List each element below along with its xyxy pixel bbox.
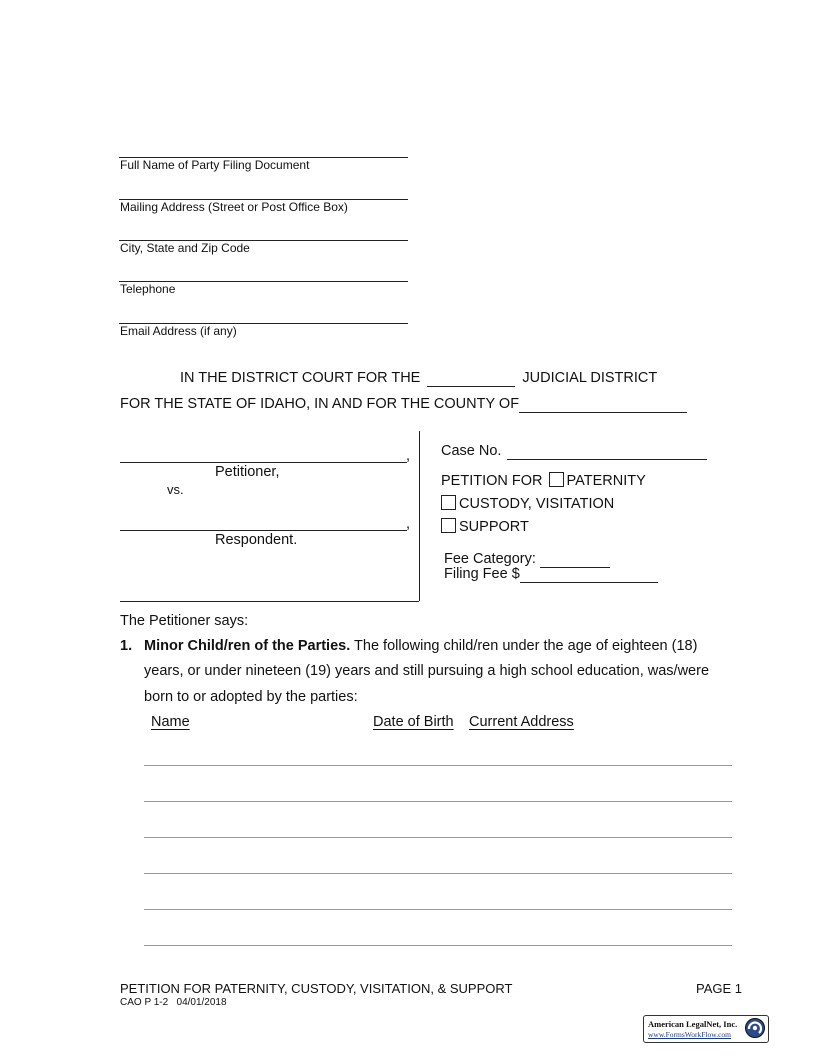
custody-visitation-checkbox[interactable] bbox=[441, 495, 456, 510]
caption-bottom-rule bbox=[120, 601, 419, 602]
support-row bbox=[441, 518, 529, 535]
column-header-dob: Date of Birth bbox=[373, 714, 454, 730]
versus-label: vs. bbox=[167, 482, 184, 497]
county-label: FOR THE STATE OF IDAHO, IN AND FOR THE COUNTY OF bbox=[120, 396, 520, 412]
case-number-label: Case No. bbox=[441, 443, 502, 459]
support-label: SUPPORT bbox=[459, 519, 529, 535]
item-1-number: 1. bbox=[120, 638, 133, 654]
child-entry-line[interactable] bbox=[144, 837, 732, 838]
child-entry-line[interactable] bbox=[144, 801, 732, 802]
county-blank[interactable] bbox=[519, 396, 687, 413]
telephone-label: Telephone bbox=[120, 282, 176, 296]
child-entry-line[interactable] bbox=[144, 765, 732, 766]
child-entry-line[interactable] bbox=[144, 873, 732, 874]
logo-company-name: American LegalNet, Inc. bbox=[648, 1019, 738, 1029]
court-heading-prefix: IN THE DISTRICT COURT FOR THE bbox=[180, 370, 421, 386]
petition-for-label: PETITION FOR bbox=[441, 473, 543, 489]
case-number-row bbox=[441, 443, 707, 460]
filing-fee-blank[interactable] bbox=[520, 566, 658, 583]
paternity-label: PATERNITY bbox=[566, 473, 646, 489]
mailing-address-label: Mailing Address (Street or Post Office Box) bbox=[120, 200, 348, 214]
support-checkbox[interactable] bbox=[441, 518, 456, 533]
logo-website: www.FormsWorkFlow.com bbox=[648, 1030, 732, 1039]
case-number-blank[interactable] bbox=[507, 443, 707, 460]
petitioner-comma: , bbox=[406, 448, 411, 464]
filing-fee-label: Filing Fee $ bbox=[444, 566, 520, 582]
judicial-district-blank[interactable] bbox=[427, 370, 515, 387]
item-1-heading: Minor Child/ren of the Parties. bbox=[144, 638, 351, 654]
american-legalnet-logo bbox=[643, 1015, 769, 1043]
petitioner-says: The Petitioner says: bbox=[120, 613, 249, 629]
item-1-line-b: years, or under nineteen (19) years and still pursuing a high school education, was/were bbox=[144, 663, 710, 679]
footer-form-code: CAO P 1-2 04/01/2018 bbox=[120, 997, 227, 1008]
court-heading-line2 bbox=[120, 396, 687, 413]
court-heading-suffix: JUDICIAL DISTRICT bbox=[522, 370, 658, 386]
column-header-name: Name bbox=[151, 714, 190, 730]
item-1-line-a bbox=[144, 638, 744, 654]
filing-fee-row bbox=[444, 566, 658, 583]
respondent-name-line[interactable] bbox=[120, 530, 407, 531]
custody-visitation-label: CUSTODY, VISITATION bbox=[459, 496, 615, 512]
petition-for-row bbox=[441, 472, 646, 489]
child-entry-line[interactable] bbox=[144, 909, 732, 910]
paternity-checkbox[interactable] bbox=[549, 472, 564, 487]
petitioner-label: Petitioner, bbox=[215, 464, 280, 480]
footer-form-title: PETITION FOR PATERNITY, CUSTODY, VISITATION, & SUPPORT bbox=[120, 981, 513, 996]
full-name-label: Full Name of Party Filing Document bbox=[120, 158, 310, 172]
caption-divider bbox=[419, 431, 420, 601]
city-state-zip-label: City, State and Zip Code bbox=[120, 241, 250, 255]
child-entry-line[interactable] bbox=[144, 945, 732, 946]
custody-row bbox=[441, 495, 614, 512]
column-header-address: Current Address bbox=[469, 714, 574, 730]
item-1-text-a: The following child/ren under the age of eighteen (18) bbox=[354, 638, 698, 654]
item-1-line-c: born to or adopted by the parties: bbox=[144, 689, 358, 705]
footer-page-number: PAGE 1 bbox=[696, 981, 743, 996]
logo-swirl-icon bbox=[744, 1017, 766, 1039]
respondent-label: Respondent. bbox=[215, 532, 298, 548]
court-heading-line1 bbox=[180, 370, 657, 387]
fee-category-label: Fee Category: bbox=[444, 551, 536, 567]
petitioner-name-line[interactable] bbox=[120, 462, 407, 463]
email-label: Email Address (if any) bbox=[120, 324, 237, 338]
respondent-comma: , bbox=[406, 516, 411, 532]
